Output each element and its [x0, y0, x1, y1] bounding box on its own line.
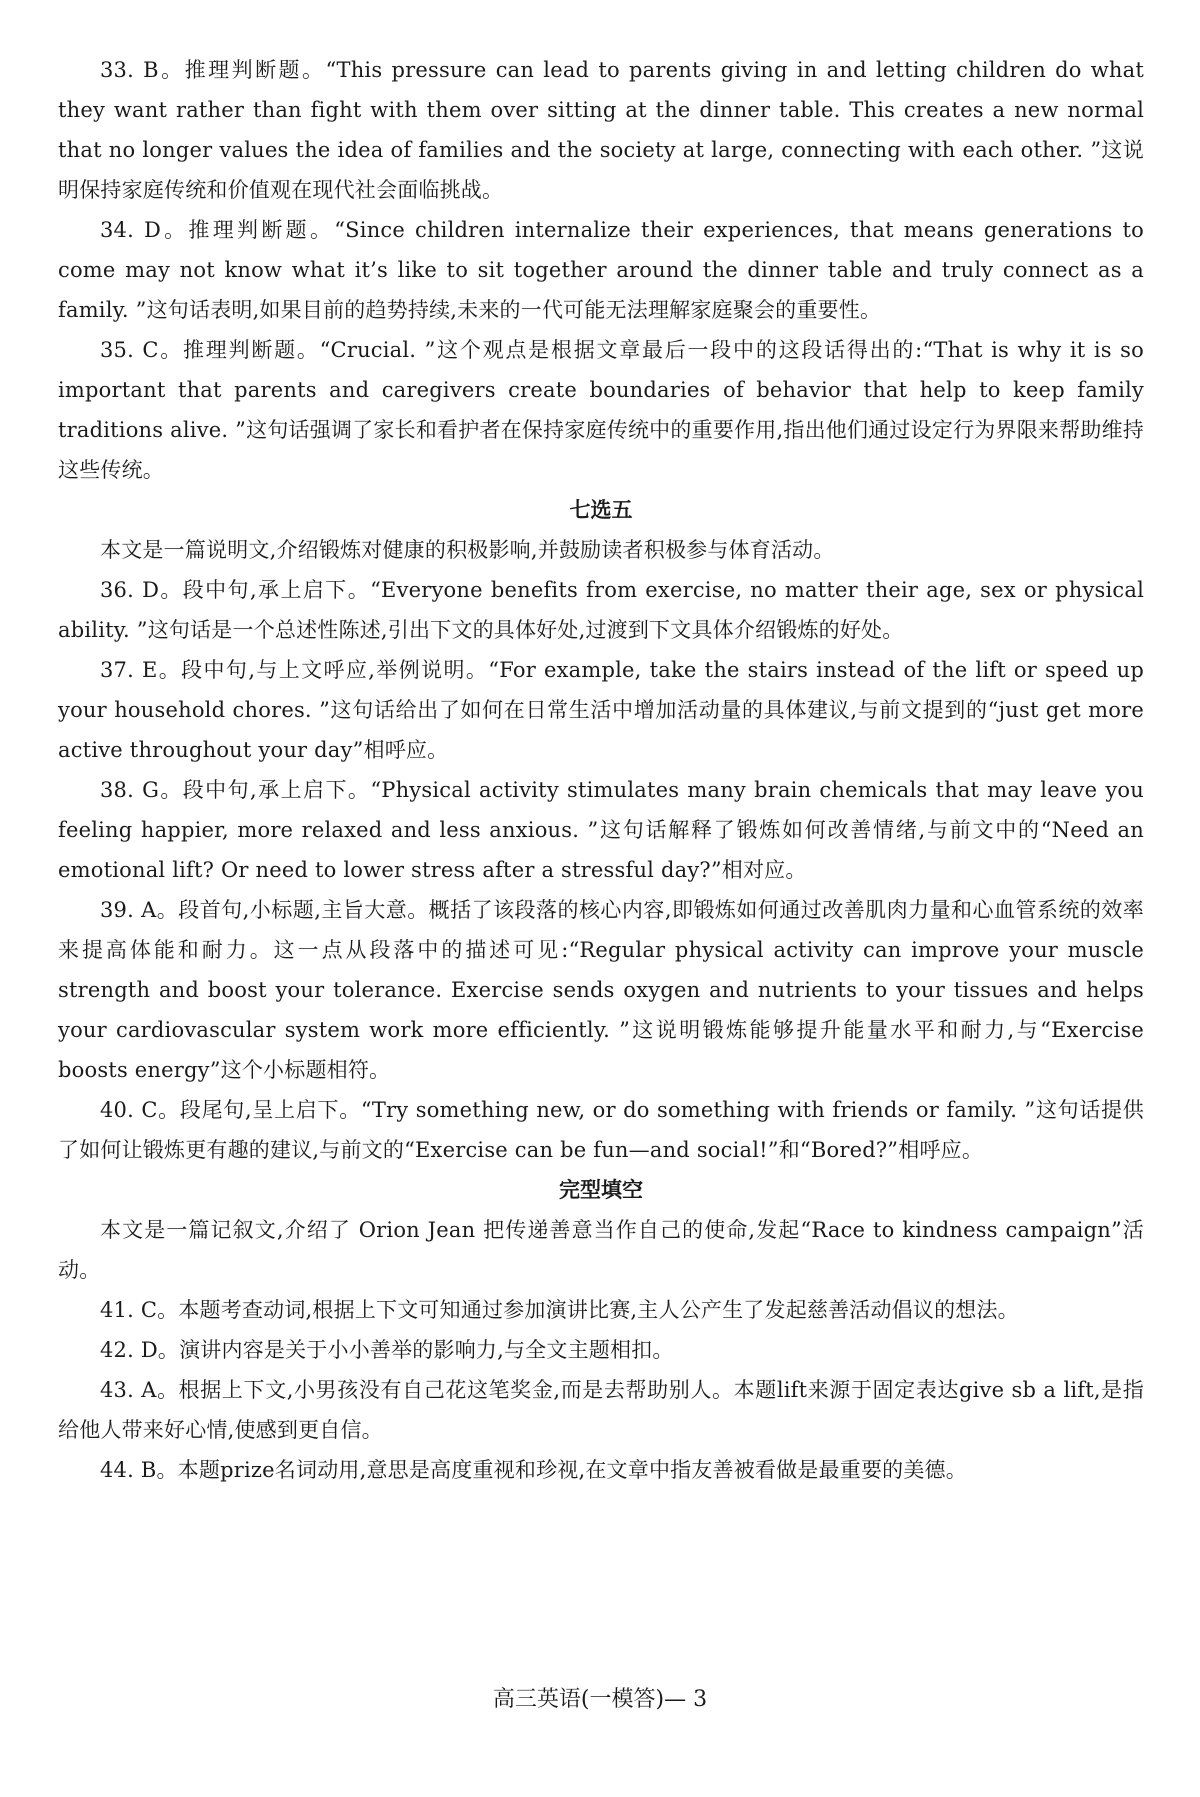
- section-intro: 本文是一篇记叙文,介绍了 Orion Jean 把传递善意当作自己的使命,发起“Race to kindness campaign”活动。: [58, 1218, 1144, 1282]
- answer-38: 38. G。段中句,承上启下。“Physical activity stimulates many brain chemicals that may leave you feeling happier, more relaxed and less anxious. ”这句话解释了锻炼如何改善情绪,与前文中的“Need an emotional lift? Or need to lower stress after a stressful day?”相对应。: [58, 778, 1144, 882]
- answer-40: 40. C。段尾句,呈上启下。“Try something new, or do something with friends or family. ”这句话提供了如何让锻炼更有趣的建议,与前文的“Exercise can be fun—and social!”和“Bored?”相呼应。: [58, 1098, 1144, 1162]
- answer-34: 34. D。推理判断题。“Since children internalize their experiences, that means generations to come may not know what it’s like to sit together around the dinner table and truly connect as a family. ”这句话表明,如果目前的趋势持续,未来的一代可能无法理解家庭聚会的重要性。: [58, 218, 1144, 322]
- section-heading-seven-choose-five: 七选五: [569, 498, 633, 522]
- answer-39: 39. A。段首句,小标题,主旨大意。概括了该段落的核心内容,即锻炼如何通过改善肌肉力量和心血管系统的效率来提高体能和耐力。这一点从段落中的描述可见:“Regular physical activity can improve your muscle strength and boost your tolerance. Exercise sends oxygen and nutrients to your tissues and helps your cardiovascular system work more efficiently. ”这说明锻炼能够提升能量水平和耐力,与“Exercise boosts energy”这个小标题相符。: [58, 898, 1144, 1082]
- answer-43: 43. A。根据上下文,小男孩没有自己花这笔奖金,而是去帮助别人。本题lift来源于固定表达give sb a lift,是指给他人带来好心情,使感到更自信。: [58, 1378, 1144, 1442]
- answer-36: 36. D。段中句,承上启下。“Everyone benefits from exercise, no matter their age, sex or physical ability. ”这句话是一个总述性陈述,引出下文的具体好处,过渡到下文具体介绍锻炼的好处。: [58, 578, 1144, 642]
- answer-44: 44. B。本题prize名词动用,意思是高度重视和珍视,在文章中指友善被看做是最重要的美德。: [100, 1458, 967, 1482]
- answer-42: 42. D。演讲内容是关于小小善举的影响力,与全文主题相扣。: [100, 1338, 674, 1362]
- page-footer: 高三英语(一模答)— 3: [492, 1687, 708, 1712]
- answer-37: 37. E。段中句,与上文呼应,举例说明。“For example, take the stairs instead of the lift or speed up your household chores. ”这句话给出了如何在日常生活中增加活动量的具体建议,与前文提到的“just get more active throughout your day”相呼应。: [58, 658, 1144, 762]
- answer-35: 35. C。推理判断题。“Crucial. ”这个观点是根据文章最后一段中的这段话得出的:“That is why it is so important that parents and caregivers create boundaries of behavior that help to keep family traditions alive. ”这句话强调了家长和看护者在保持家庭传统中的重要作用,指出他们通过设定行为界限来帮助维持这些传统。: [58, 338, 1144, 482]
- section-heading-cloze: 完型填空: [559, 1178, 643, 1202]
- answer-33: 33. B。推理判断题。“This pressure can lead to parents giving in and letting children do what they want rather than fight with them over sitting at the dinner table. This creates a new normal that no longer values the idea of families and the society at large, connecting with each other. ”这说明保持家庭传统和价值观在现代社会面临挑战。: [58, 58, 1144, 202]
- section-intro: 本文是一篇说明文,介绍锻炼对健康的积极影响,并鼓励读者积极参与体育活动。: [100, 538, 835, 562]
- answer-41: 41. C。本题考查动词,根据上下文可知通过参加演讲比赛,主人公产生了发起慈善活动倡议的想法。: [100, 1298, 1019, 1322]
- answer-key-page: [58, 50, 1144, 1490]
